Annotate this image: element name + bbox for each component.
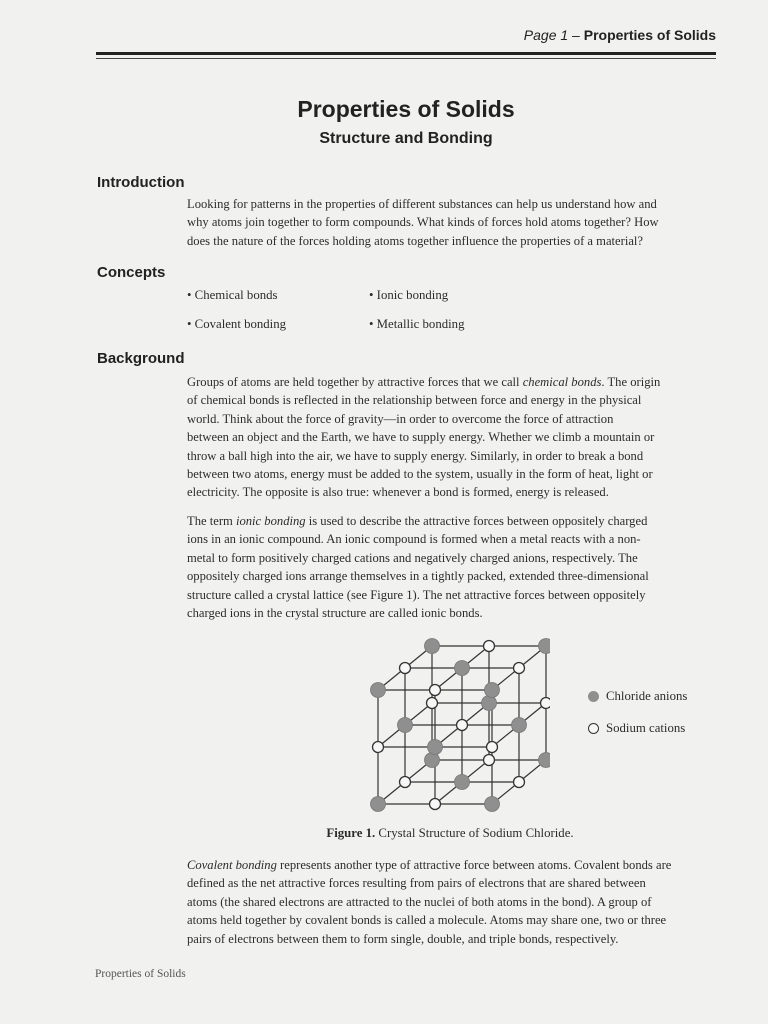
sodium-cation-atom — [487, 742, 498, 753]
header-dash: – — [568, 27, 584, 43]
chloride-anion-atom — [455, 661, 470, 676]
emphasis-term: ionic bonding — [235, 514, 306, 528]
chloride-anion-atom — [371, 797, 386, 812]
anion-swatch-icon — [588, 691, 599, 702]
paragraph-line: ions in an ionic compound. An ionic compound is formed when a metal reacts with a non- — [187, 532, 641, 547]
paragraph-line: between an object and the Earth, we have to supply energy. Whether we climb a mountain or — [187, 430, 655, 445]
chloride-anion-atom — [425, 639, 440, 654]
chloride-anion-atom — [512, 718, 527, 733]
chloride-anion-atom — [428, 740, 443, 755]
background-paragraph-3 — [187, 856, 717, 948]
caption-label: Figure 1. — [326, 826, 376, 840]
paragraph-line — [187, 856, 717, 874]
paragraph-line: of chemical bonds is reflected in the relationship between force and energy in the physical — [187, 393, 642, 408]
sodium-cation-atom — [457, 720, 468, 731]
sodium-cation-atom — [514, 777, 525, 788]
concept-item: • Chemical bonds — [187, 288, 278, 302]
chloride-anion-atom — [539, 753, 551, 768]
sodium-cation-atom — [484, 755, 495, 766]
concept-item: • Metallic bonding — [369, 317, 465, 331]
paragraph-line — [187, 373, 717, 391]
paragraph-line — [187, 512, 717, 530]
text-run: The term — [187, 514, 236, 528]
sodium-cation-atom — [400, 777, 411, 788]
page-footer: Properties of Solids — [95, 968, 186, 980]
paragraph-line: why atoms join together to form compounds. What kinds of forces hold atoms together? How — [187, 215, 659, 230]
legend-cation — [588, 721, 685, 736]
document-title: Properties of Solids — [297, 96, 515, 122]
sodium-cation-atom — [484, 641, 495, 652]
sodium-cation-atom — [430, 685, 441, 696]
text-run: represents another type of attractive force between atoms. Covalent bonds are — [276, 858, 672, 872]
header-rule-thin — [96, 58, 716, 59]
chloride-anion-atom — [485, 797, 500, 812]
legend-anion — [588, 689, 687, 704]
paragraph-line: atoms (the shared electrons are attracted to the nuclei of both atoms in the bond). A group of — [187, 894, 652, 909]
sodium-cation-atom — [541, 698, 551, 709]
chloride-anion-atom — [539, 639, 551, 654]
sodium-cation-atom — [514, 663, 525, 674]
emphasis-term: chemical bonds — [522, 375, 602, 389]
paragraph-line: charged ions in the crystal structure are called ionic bonds. — [187, 606, 483, 621]
background-heading: Background — [97, 350, 185, 367]
paragraph-line: Looking for patterns in the properties of different substances can help us understand how and — [187, 197, 657, 211]
chloride-anion-atom — [371, 683, 386, 698]
concepts-heading: Concepts — [97, 264, 166, 281]
introduction-paragraph — [187, 195, 717, 250]
paragraph-line: throw a ball high into the air, we have to supply energy. Similarly, in order to break a bond — [187, 448, 644, 463]
introduction-heading: Introduction — [97, 174, 185, 191]
paragraph-line: metal to form positively charged cations and negatively charged anions, respectively. The — [187, 550, 638, 565]
document-subtitle: Structure and Bonding — [319, 130, 493, 147]
concept-item: • Covalent bonding — [187, 317, 287, 331]
emphasis-term: Covalent bonding — [187, 858, 277, 872]
chloride-anion-atom — [455, 775, 470, 790]
sodium-cation-atom — [430, 799, 441, 810]
page-header — [96, 27, 716, 43]
caption-text: Crystal Structure of Sodium Chloride. — [375, 826, 574, 840]
figure-caption — [0, 826, 768, 841]
background-paragraph-2 — [187, 512, 717, 622]
sodium-cation-atom — [400, 663, 411, 674]
paragraph-line: does the nature of the forces holding atoms together influence the properties of a material? — [187, 233, 644, 248]
concept-item: • Ionic bonding — [369, 288, 449, 302]
chloride-anion-atom — [398, 718, 413, 733]
header-rule-thick — [96, 52, 716, 55]
sodium-cation-atom — [427, 698, 438, 709]
chloride-anion-atom — [482, 696, 497, 711]
header-page-number: Page 1 — [523, 27, 569, 43]
chloride-anion-atom — [485, 683, 500, 698]
background-paragraph-1 — [187, 373, 717, 502]
paragraph-line: atoms held together by covalent bonds is called a molecule. Atoms may share one, two or three — [187, 913, 667, 928]
paragraph-line: between two atoms, energy must be added to the system, usually in the form of heat, light or — [187, 467, 653, 482]
text-run: Groups of atoms are held together by attractive forces that we call — [187, 375, 523, 389]
paragraph-line: oppositely charged ions arrange themselves in a tightly packed, extended three-dimensional — [187, 569, 649, 584]
header-title: Properties of Solids — [583, 27, 716, 43]
legend-anion-label: Chloride anions — [606, 689, 688, 703]
chloride-anion-atom — [425, 753, 440, 768]
paragraph-line: pairs of electrons between them to form single, double, and triple bonds, respectively. — [187, 931, 619, 946]
paragraph-line: defined as the net attractive forces resulting from pairs of electrons that are shared between — [187, 876, 646, 891]
text-run: . The origin — [601, 375, 661, 389]
paragraph-line: world. Think about the force of gravity—in order to overcome the force of attraction — [187, 411, 614, 426]
crystal-lattice-figure — [360, 632, 550, 822]
legend-cation-label: Sodium cations — [606, 721, 686, 735]
sodium-cation-atom — [373, 742, 384, 753]
cation-swatch-icon — [588, 723, 599, 734]
paragraph-line: electricity. The opposite is also true: whenever a bond is formed, energy is released. — [187, 485, 609, 500]
text-run: is used to describe the attractive forces between oppositely charged — [305, 514, 648, 528]
paragraph-line: structure called a crystal lattice (see Figure 1). The net attractive forces between oppositely — [187, 587, 646, 602]
lattice-atoms — [371, 639, 551, 812]
